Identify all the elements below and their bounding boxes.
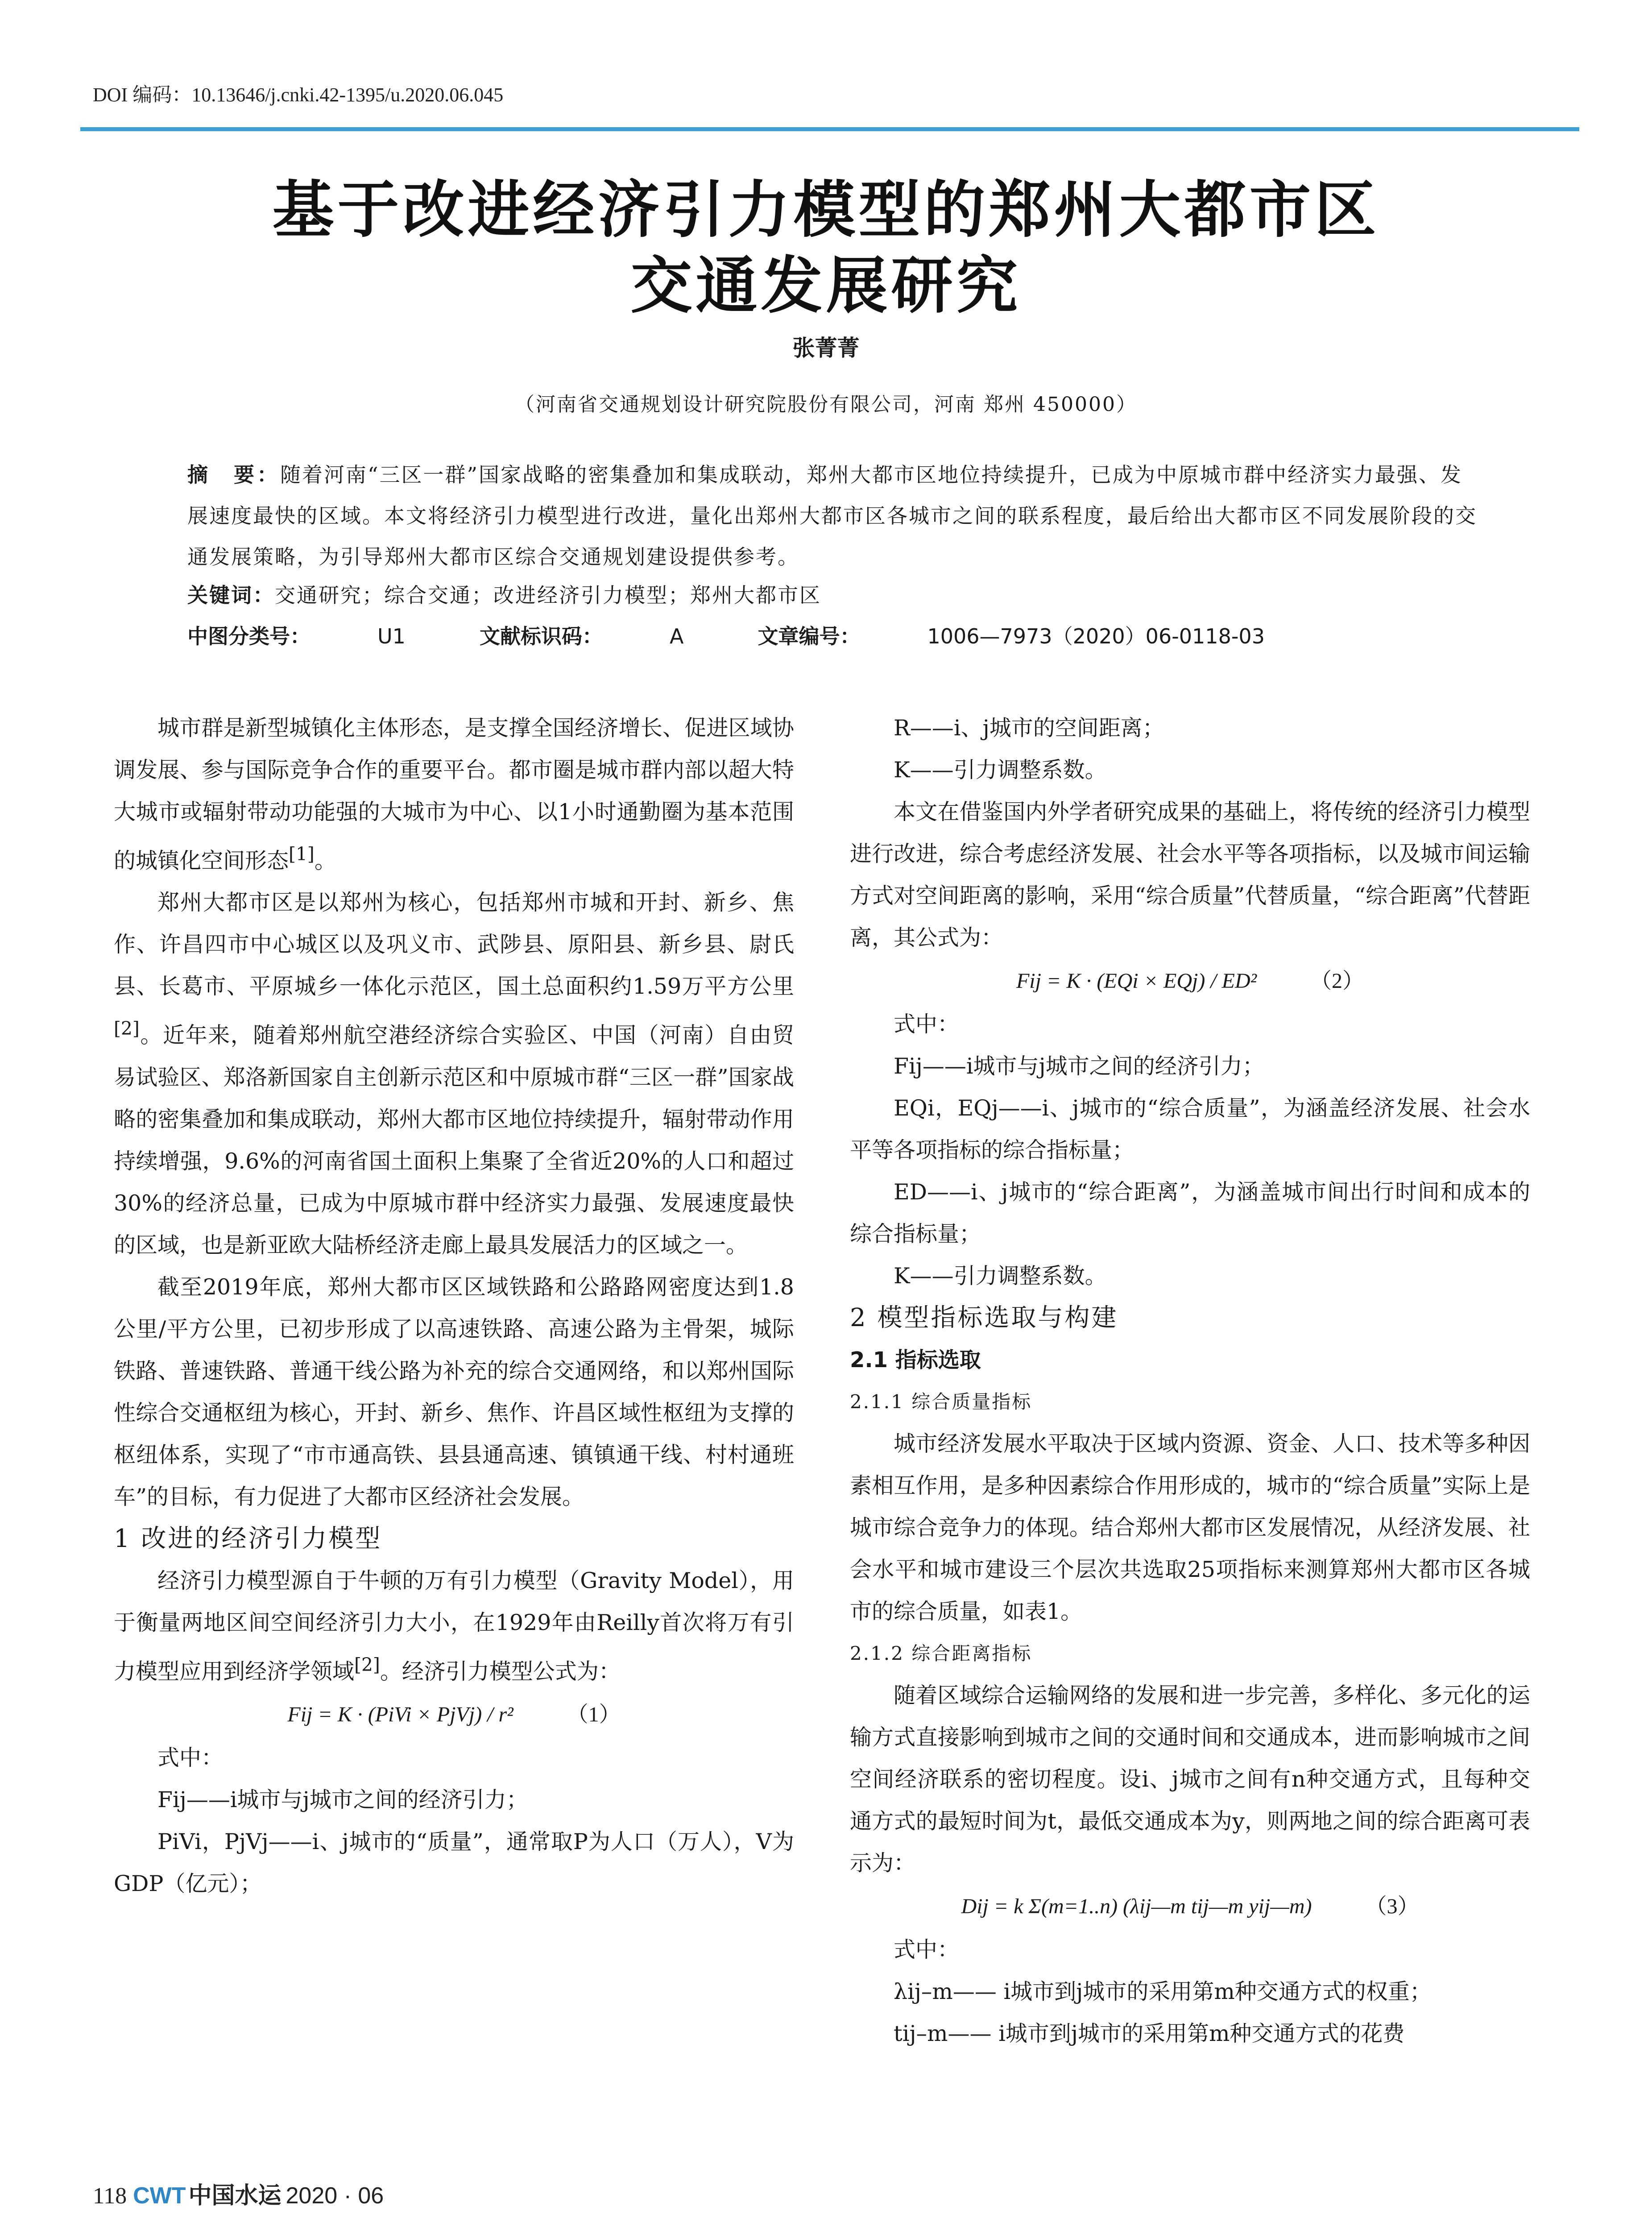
formula-1 — [114, 1697, 794, 1733]
formula-number: （3） — [1365, 1895, 1419, 1918]
abstract-text: 随着河南“三区一群”国家战略的密集叠加和集成联动，郑州大都市区地位持续提升，已成为中原城市群中经济实力最强、发展速度最快的区域。本文将经济引力模型进行改进，量化出郑州大都市区各城市之间的联系程度，最后给出大都市区不同发展阶段的交通发展策略，为引导郑州大都市区综合交通规划建设提供参考。 — [187, 463, 1477, 569]
subsubsection-heading: 2.1.1 综合质量指标 — [850, 1391, 1032, 1413]
paragraph-text: 。经济引力模型公式为： — [380, 1658, 621, 1684]
affiliation: （河南省交通规划设计研究院股份有限公司，河南 郑州 450000） — [515, 393, 1137, 416]
definition: K——引力调整系数。 — [894, 757, 1107, 783]
paragraph: 本文在借鉴国内外学者研究成果的基础上，将传统的经济引力模型进行改进，综合考虑经济发展、社会水平等各项指标，以及城市间运输方式对空间距离的影响，采用“综合质量”代替质量，“综合距离”代替距离，其公式为： — [850, 799, 1530, 950]
formula-2 — [850, 963, 1530, 999]
journal-name: 中国水运 — [188, 2182, 282, 2209]
formula-number: （2） — [1310, 969, 1364, 993]
paragraph — [114, 882, 794, 1266]
citation: [1] — [289, 843, 315, 865]
title-line-2: 交通发展研究 — [630, 249, 1022, 322]
section-heading-2: 2 模型指标选取与构建 — [850, 1303, 1118, 1332]
article-field — [758, 624, 1265, 648]
citation: [2] — [114, 1018, 140, 1040]
keywords-label: 关键词： — [187, 583, 275, 607]
page-footer — [93, 2177, 384, 2210]
section-heading-1: 1 改进的经济引力模型 — [114, 1524, 382, 1553]
keywords — [187, 579, 821, 609]
doi-line: DOI 编码：10.13646/j.cnki.42-1395/u.2020.06.045 — [93, 84, 504, 106]
doc-value: A — [669, 624, 684, 648]
clc-field — [187, 624, 406, 648]
clc-value: U1 — [377, 624, 406, 648]
paragraph: 城市群是新型城镇化主体形态，是支撑全国经济增长、促进区域协调发展、参与国际竞争合作的重要平台。都市圈是城市群内部以超大特大城市或辐射带动功能强的大城市为中心、以1小时通勤圈为基本范围的城镇化空间形态[1]。 — [114, 715, 794, 874]
definition: Fij——i城市与j城市之间的经济引力； — [157, 1787, 528, 1812]
subsection-heading: 2.1 指标选取 — [850, 1348, 981, 1373]
header-rule — [80, 127, 1579, 131]
subsubsection-heading: 2.1.2 综合距离指标 — [850, 1642, 1032, 1664]
definition: tij–m—— i城市到j城市的采用第m种交通方式的花费 — [894, 2021, 1405, 2046]
formula-number: （1） — [567, 1702, 621, 1726]
paragraph: 城市经济发展水平取决于区域内资源、资金、人口、技术等多种因素相互作用，是多种因素综合作用形成的，城市的“综合质量”实际上是城市综合竞争力的体现。结合郑州大都市区发展情况，从经济发展、社会水平和城市建设三个层次共选取25项指标来测算郑州大都市区各城市的综合质量，如表1。 — [850, 1431, 1530, 1624]
definition: R——i、j城市的空间距离； — [894, 715, 1164, 741]
paragraph-text: 郑州大都市区是以郑州为核心，包括郑州市城和开封、新乡、焦作、许昌四市中心城区以及巩义市、武陟县、原阳县、新乡县、尉氏县、长葛市、平原城乡一体化示范区，国土总面积约1.59万平方公里 — [114, 890, 794, 999]
classification-line — [187, 620, 1332, 650]
clc-label: 中图分类号： — [187, 624, 311, 648]
where-label: 式中： — [894, 1937, 960, 1962]
definition: Fij——i城市与j城市之间的经济引力； — [894, 1053, 1264, 1079]
formula-3 — [850, 1889, 1530, 1924]
paragraph-text: 城市群是新型城镇化主体形态，是支撑全国经济增长、促进区域协调发展、参与国际竞争合作的重要平台。都市圈是城市群内部以超大特大城市或辐射带动功能强的大城市为中心、以1小时通勤圈为基本范围的城镇化空间形态 — [114, 715, 794, 874]
keywords-text: 交通研究；综合交通；改进经济引力模型；郑州大都市区 — [275, 583, 821, 607]
formula-expression: Fij = K · (EQi × EQj) / ED² — [1016, 969, 1257, 993]
issue-number: 2020 · 06 — [286, 2183, 384, 2209]
where-label: 式中： — [894, 1012, 960, 1037]
definition: K——引力调整系数。 — [894, 1263, 1107, 1289]
definition: λij–m—— i城市到j城市的采用第m种交通方式的权重； — [894, 1979, 1432, 2004]
where-label: 式中： — [157, 1745, 224, 1771]
doc-label: 文献标识码： — [479, 624, 603, 648]
left-column — [114, 707, 794, 1905]
citation: [2] — [354, 1654, 380, 1675]
formula-expression: Dij = k Σ(m=1..n) (λij—m tij—m yij—m) — [961, 1895, 1312, 1918]
definition: PiVi，PjVj——i、j城市的“质量”，通常取P为人口（万人），V为GDP（亿元）； — [114, 1829, 794, 1896]
article-label: 文章编号： — [758, 624, 861, 648]
title-line-1: 基于改进经济引力模型的郑州大都市区 — [272, 173, 1380, 246]
abstract — [187, 454, 1481, 577]
paragraph: 截至2019年底，郑州大都市区区域铁路和公路路网密度达到1.8公里/平方公里，已初步形成了以高速铁路、高速公路为主骨架，城际铁路、普速铁路、普通干线公路为补充的综合交通网络，和以郑州国际性综合交通枢纽为核心，开封、新乡、焦作、许昌区域性枢纽为支撑的枢纽体系，实现了“市市通高铁、县县通高速、镇镇通干线、村村通班车”的目标，有力促进了大都市区经济社会发展。 — [114, 1274, 794, 1509]
paragraph-text: 。近年来，随着郑州航空港经济综合实验区、中国（河南）自由贸易试验区、郑洛新国家自主创新示范区和中原城市群“三区一群”国家战略的密集叠加和集成联动，郑州大都市区地位持续提升，辐射带动作用持续增强，9.6%的河南省国土面积上集聚了全省近20%的人口和超过30%的经济总量，已成为中原城市群中经济实力最强、发展速度最快的区域，也是新亚欧大陆桥经济走廊上最具发展活力的区域之一。 — [114, 1022, 794, 1258]
paragraph — [114, 1560, 794, 1692]
paragraph: 随着区域综合运输网络的发展和进一步完善，多样化、多元化的运输方式直接影响到城市之间的交通时间和交通成本，进而影响城市之间空间经济联系的密切程度。设i、j城市之间有n种交通方式，且每种交通方式的最短时间为t，最低交通成本为y，则两地之间的综合距离可表示为： — [850, 1683, 1530, 1876]
page-number: 118 — [93, 2183, 127, 2209]
doc-field — [480, 624, 683, 648]
paragraph-text: 经济引力模型源自于牛顿的万有引力模型（Gravity Model），用于衡量两地区间空间经济引力大小，在1929年由Reilly首次将万有引力模型应用到经济学领域 — [114, 1568, 794, 1684]
right-column — [850, 707, 1530, 2055]
definition: ED——i、j城市的“综合距离”，为涵盖城市间出行时间和成本的综合指标量； — [850, 1179, 1530, 1247]
formula-expression: Fij = K · (PiVi × PjVj) / r² — [287, 1702, 513, 1726]
definition: EQi，EQj——i、j城市的“综合质量”，为涵盖经济发展、社会水平等各项指标的综合指标量； — [850, 1095, 1530, 1163]
author: 张菁菁 — [792, 335, 860, 361]
article-value: 1006—7973（2020）06-0118-03 — [927, 624, 1265, 648]
journal-logo: CWT — [133, 2183, 186, 2209]
abstract-label: 摘 要： — [187, 463, 280, 487]
